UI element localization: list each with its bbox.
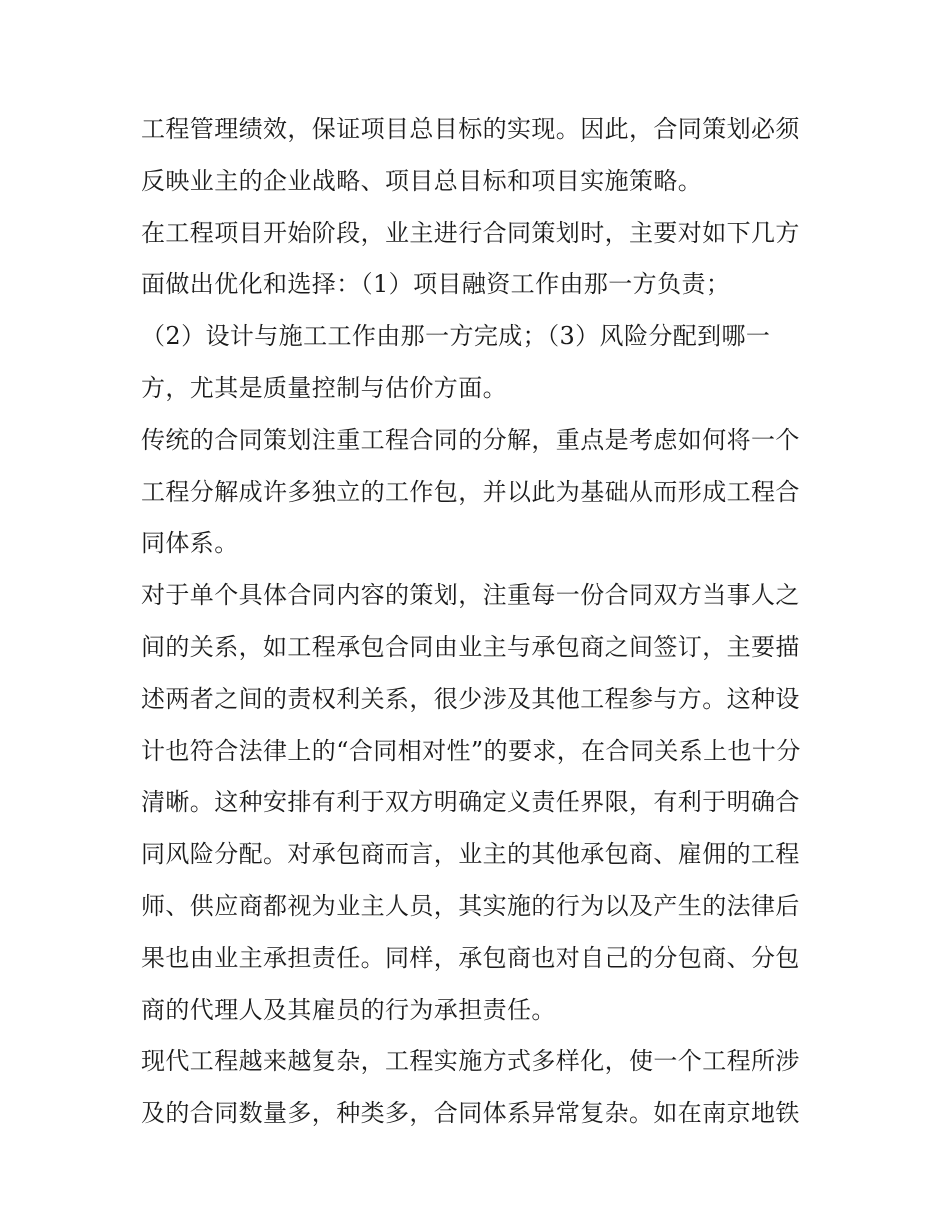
text-line: 同体系。 [141, 529, 239, 558]
text-line: 传统的合同策划注重工程合同的分解，重点是考虑如何将一个 [141, 425, 800, 454]
text-line: 同风险分配。对承包商而言，业主的其他承包商、雇佣的工程 [141, 840, 800, 869]
text-line: 果也由业主承担责任。同样，承包商也对自己的分包商、分包 [141, 943, 800, 972]
text-line: 清晰。这种安排有利于双方明确定义责任界限，有利于明确合 [141, 788, 800, 817]
text-line: （2）设计与施工工作由那一方完成；（3）风险分配到哪一 [141, 322, 771, 351]
body-text [141, 104, 813, 1140]
text-line: 对于单个具体合同内容的策划，注重每一份合同双方当事人之 [141, 581, 800, 610]
text-line: 现代工程越来越复杂，工程实施方式多样化，使一个工程所涉 [141, 1047, 800, 1076]
text-line: 方，尤其是质量控制与估价方面。 [141, 373, 507, 402]
text-line: 工程管理绩效，保证项目总目标的实现。因此，合同策划必须 [141, 115, 800, 143]
text-line: 商的代理人及其雇员的行为承担责任。 [141, 995, 556, 1024]
text-line: 间的关系，如工程承包合同由业主与承包商之间签订，主要描 [141, 632, 800, 661]
text-line: 工程分解成许多独立的工作包，并以此为基础从而形成工程合 [141, 477, 800, 506]
text-line: 及的合同数量多，种类多，合同体系异常复杂。如在南京地铁 [141, 1099, 800, 1128]
text-line: 在工程项目开始阶段，业主进行合同策划时，主要对如下几方 [141, 218, 800, 247]
text-line: 反映业主的企业战略、项目总目标和项目实施策略。 [141, 166, 703, 195]
text-line: 面做出优化和选择：（1）项目融资工作由那一方负责； [141, 270, 731, 299]
text-line: 计也符合法律上的“合同相对性”的要求，在合同关系上也十分 [141, 736, 801, 765]
text-line: 师、供应商都视为业主人员，其实施的行为以及产生的法律后 [141, 891, 800, 920]
text-line: 述两者之间的责权利关系，很少涉及其他工程参与方。这种设 [141, 684, 800, 713]
